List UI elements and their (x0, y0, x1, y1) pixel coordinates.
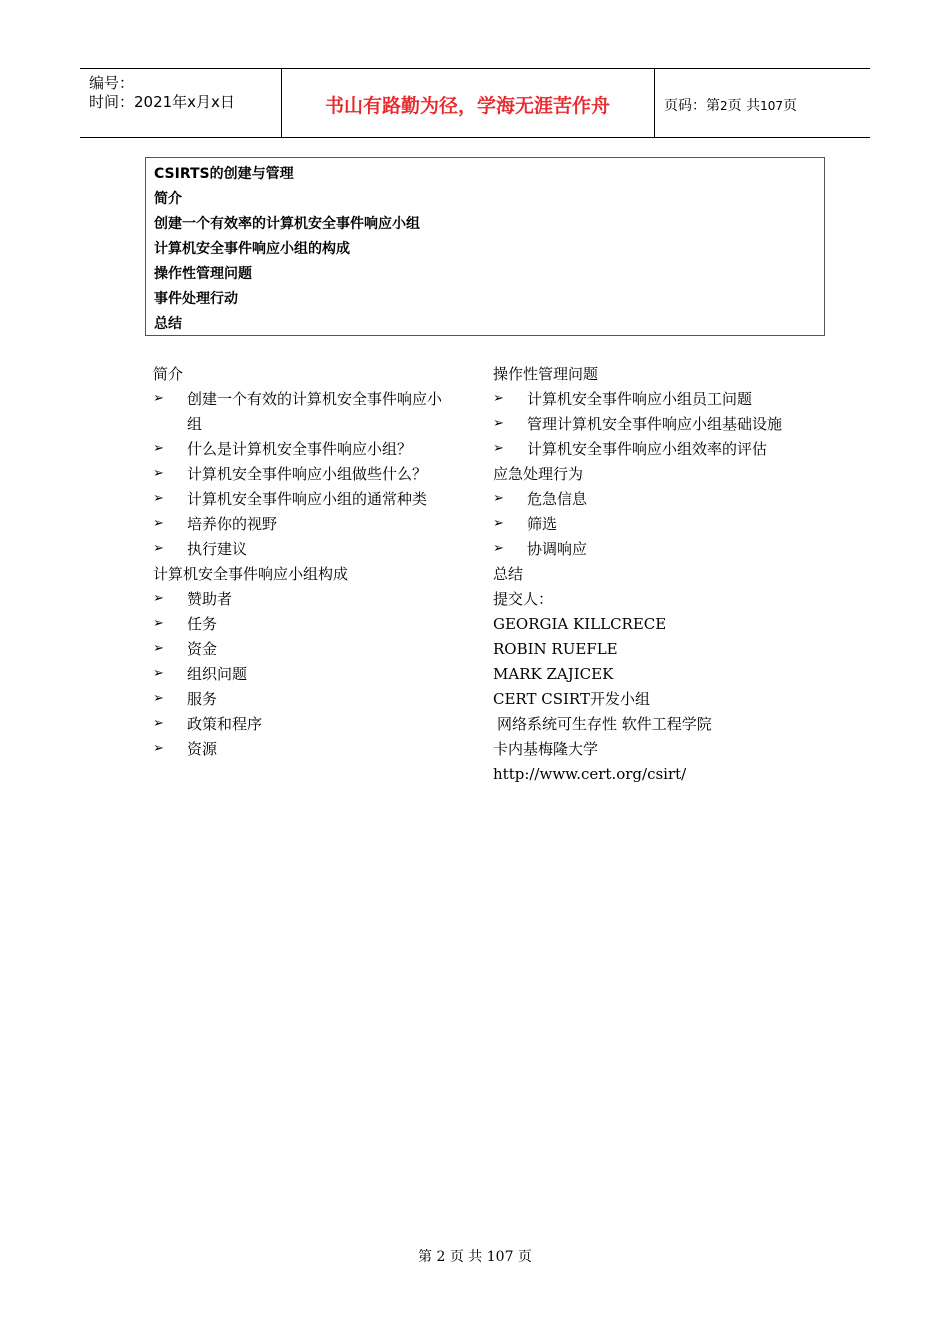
page-number: 2 (720, 99, 728, 113)
toc-item: 创建一个有效率的计算机安全事件响应小组 (154, 216, 420, 232)
list-item: ➢ 计算机安全事件响应小组效率的评估 (493, 440, 768, 458)
list-item: ➢ 管理计算机安全事件响应小组基础设施 (493, 415, 783, 433)
right-column (493, 363, 833, 788)
arrow-bullet-icon: ➢ (153, 666, 164, 681)
list-item: ➢ 计算机安全事件响应小组员工问题 (493, 390, 753, 408)
page-mid: 页 共 (727, 98, 761, 114)
header-motto: 书山有路勤为径，学海无涯苦作舟 (324, 95, 610, 117)
list-item: ➢ 服务 (153, 690, 218, 708)
list-item: ➢ 创建一个有效的计算机安全事件响应小 (153, 390, 443, 408)
arrow-bullet-icon: ➢ (153, 441, 164, 456)
list-item: ➢ 资源 (153, 740, 218, 758)
toc-item: 简介 (154, 191, 182, 207)
page-total: 107 (760, 99, 783, 113)
toc-box (145, 157, 825, 336)
toc-item: 操作性管理问题 (154, 266, 252, 282)
arrow-bullet-icon: ➢ (153, 391, 164, 406)
page-footer: 第 2 页 共 107 页 (418, 1249, 532, 1265)
author-name: GEORGIA KILLCRECE (493, 615, 667, 633)
arrow-bullet-icon: ➢ (153, 741, 164, 756)
arrow-bullet-icon: ➢ (493, 416, 504, 431)
arrow-bullet-icon: ➢ (493, 391, 504, 406)
list-item: ➢ 赞助者 (153, 590, 233, 608)
reference-url[interactable]: http://www.cert.org/csirt/ (493, 765, 687, 783)
toc-item: CSIRTS的创建与管理 (154, 166, 294, 182)
list-item-continuation: 组 (187, 415, 203, 433)
serial-label: 编号： (89, 74, 135, 92)
page-header (80, 68, 870, 138)
arrow-bullet-icon: ➢ (153, 491, 164, 506)
university-name: 卡内基梅隆大学 (493, 740, 599, 758)
toc-item: 事件处理行动 (154, 291, 238, 307)
time-label: 时间：2021年x月x日 (89, 93, 235, 111)
submitted-by-label: 提交人： (493, 590, 554, 608)
arrow-bullet-icon: ➢ (153, 641, 164, 656)
list-item: ➢ 计算机安全事件响应小组做些什么？ (153, 465, 428, 483)
list-item: ➢ 资金 (153, 640, 218, 658)
arrow-bullet-icon: ➢ (153, 516, 164, 531)
list-item: ➢ 协调响应 (493, 540, 588, 558)
page-suffix: 页 (783, 98, 797, 114)
header-page-info (664, 95, 797, 115)
list-item: ➢ 执行建议 (153, 540, 248, 558)
list-item: ➢ 培养你的视野 (153, 515, 278, 533)
ops-heading: 操作性管理问题 (493, 365, 599, 383)
arrow-bullet-icon: ➢ (153, 616, 164, 631)
institute-name: 网络系统可生存性 软件工程学院 (497, 715, 712, 733)
composition-heading: 计算机安全事件响应小组构成 (153, 565, 349, 583)
list-item: ➢ 计算机安全事件响应小组的通常种类 (153, 490, 428, 508)
list-item: ➢ 任务 (153, 615, 218, 633)
list-item: ➢ 筛选 (493, 515, 558, 533)
left-column (153, 363, 483, 763)
toc-item: 总结 (154, 316, 182, 332)
list-item: ➢ 政策和程序 (153, 715, 263, 733)
arrow-bullet-icon: ➢ (493, 516, 504, 531)
header-motto-cell (281, 69, 655, 137)
header-page-cell (655, 69, 870, 137)
emergency-heading: 应急处理行为 (493, 465, 584, 483)
arrow-bullet-icon: ➢ (153, 691, 164, 706)
author-name: MARK ZAJICEK (493, 665, 614, 683)
arrow-bullet-icon: ➢ (153, 466, 164, 481)
list-item: ➢ 什么是计算机安全事件响应小组？ (153, 440, 413, 458)
toc-item: 计算机安全事件响应小组的构成 (154, 241, 350, 257)
intro-heading: 简介 (153, 365, 184, 383)
author-name: ROBIN RUEFLE (493, 640, 618, 658)
list-item: ➢ 危急信息 (493, 490, 588, 508)
arrow-bullet-icon: ➢ (153, 541, 164, 556)
arrow-bullet-icon: ➢ (153, 591, 164, 606)
team-name: CERT CSIRT开发小组 (493, 690, 650, 708)
summary-heading: 总结 (493, 565, 524, 583)
page-prefix: 页码：第 (664, 98, 720, 114)
header-meta-cell (80, 69, 282, 137)
arrow-bullet-icon: ➢ (493, 441, 504, 456)
arrow-bullet-icon: ➢ (153, 716, 164, 731)
arrow-bullet-icon: ➢ (493, 491, 504, 506)
arrow-bullet-icon: ➢ (493, 541, 504, 556)
list-item: ➢ 组织问题 (153, 665, 248, 683)
